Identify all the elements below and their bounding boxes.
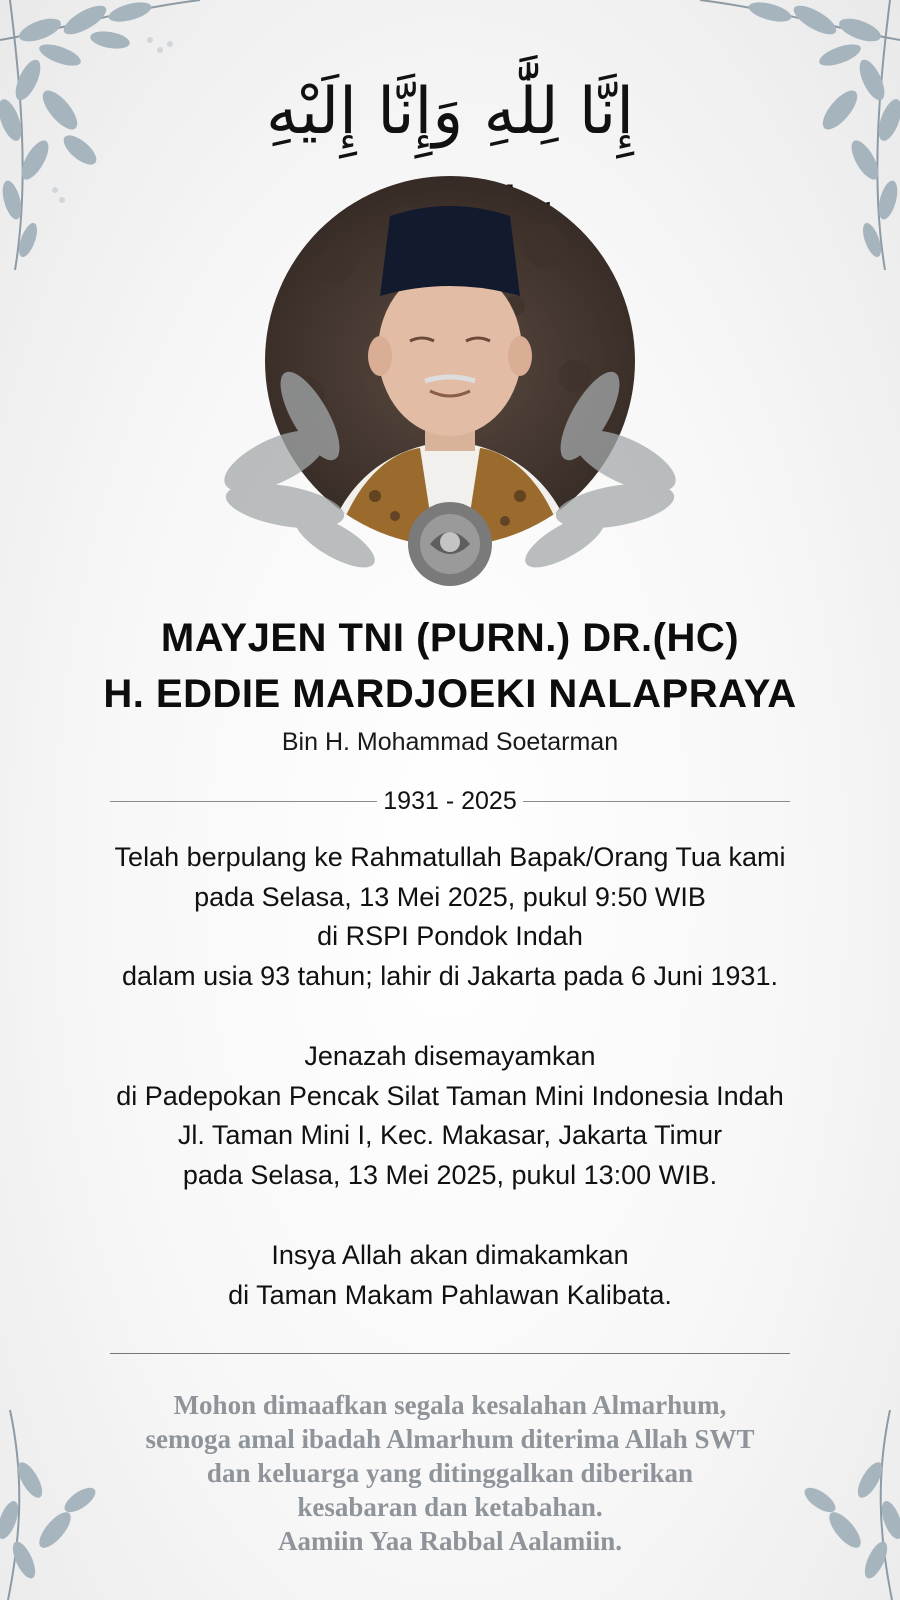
laid-in-state-announcement xyxy=(0,1037,900,1195)
closing-line: kesabaran dan ketabahan. xyxy=(297,1492,603,1522)
laid-in-state-line: di Padepokan Pencak Silat Taman Mini Indonesia Indah xyxy=(116,1080,784,1111)
laid-in-state-line: pada Selasa, 13 Mei 2025, pukul 13:00 WIB. xyxy=(182,1159,718,1190)
deceased-title-line: MAYJEN TNI (PURN.) DR.(HC) xyxy=(160,616,740,660)
closing-line: Mohon dimaafkan segala kesalahan Almarhum, xyxy=(173,1390,727,1420)
right-divider-line xyxy=(523,801,790,802)
passing-line: pada Selasa, 13 Mei 2025, pukul 9:50 WIB xyxy=(194,881,706,912)
left-divider-line xyxy=(110,801,377,802)
deceased-name-line: H. EDDIE MARDJOEKI NALAPRAYA xyxy=(103,672,797,716)
deceased-parentage: Bin H. Mohammad Soetarman xyxy=(281,728,619,756)
years-row xyxy=(110,786,790,816)
closing-divider xyxy=(110,1353,790,1354)
burial-announcement xyxy=(0,1236,900,1315)
closing-prayer xyxy=(0,1388,900,1558)
closing-line: Aamiin Yaa Rabbal Aalamiin. xyxy=(277,1526,623,1556)
burial-line: Insya Allah akan dimakamkan xyxy=(271,1240,629,1270)
closing-line: semoga amal ibadah Almarhum diterima Allah SWT xyxy=(145,1424,755,1454)
closing-line: dan keluarga yang ditinggalkan diberikan xyxy=(206,1458,694,1488)
burial-line: di Taman Makam Pahlawan Kalibata. xyxy=(228,1279,672,1310)
laid-in-state-line: Jenazah disemayamkan xyxy=(304,1041,596,1071)
passing-line: dalam usia 93 tahun; lahir di Jakarta pada 6 Juni 1931. xyxy=(122,960,778,991)
passing-line: Telah berpulang ke Rahmatullah Bapak/Orang Tua kami xyxy=(114,842,786,872)
passing-line: di RSPI Pondok Indah xyxy=(317,921,583,951)
life-years: 1931 - 2025 xyxy=(383,786,517,815)
laid-in-state-line: Jl. Taman Mini I, Kec. Makasar, Jakarta Timur xyxy=(177,1120,723,1150)
portrait-photo xyxy=(215,176,685,596)
arabic-calligraphy-header: إِنَّا لِلَّٰهِ وَإِنَّا إِلَيْهِ xyxy=(265,75,635,149)
rose-icon xyxy=(408,502,492,586)
passing-announcement xyxy=(0,838,900,996)
